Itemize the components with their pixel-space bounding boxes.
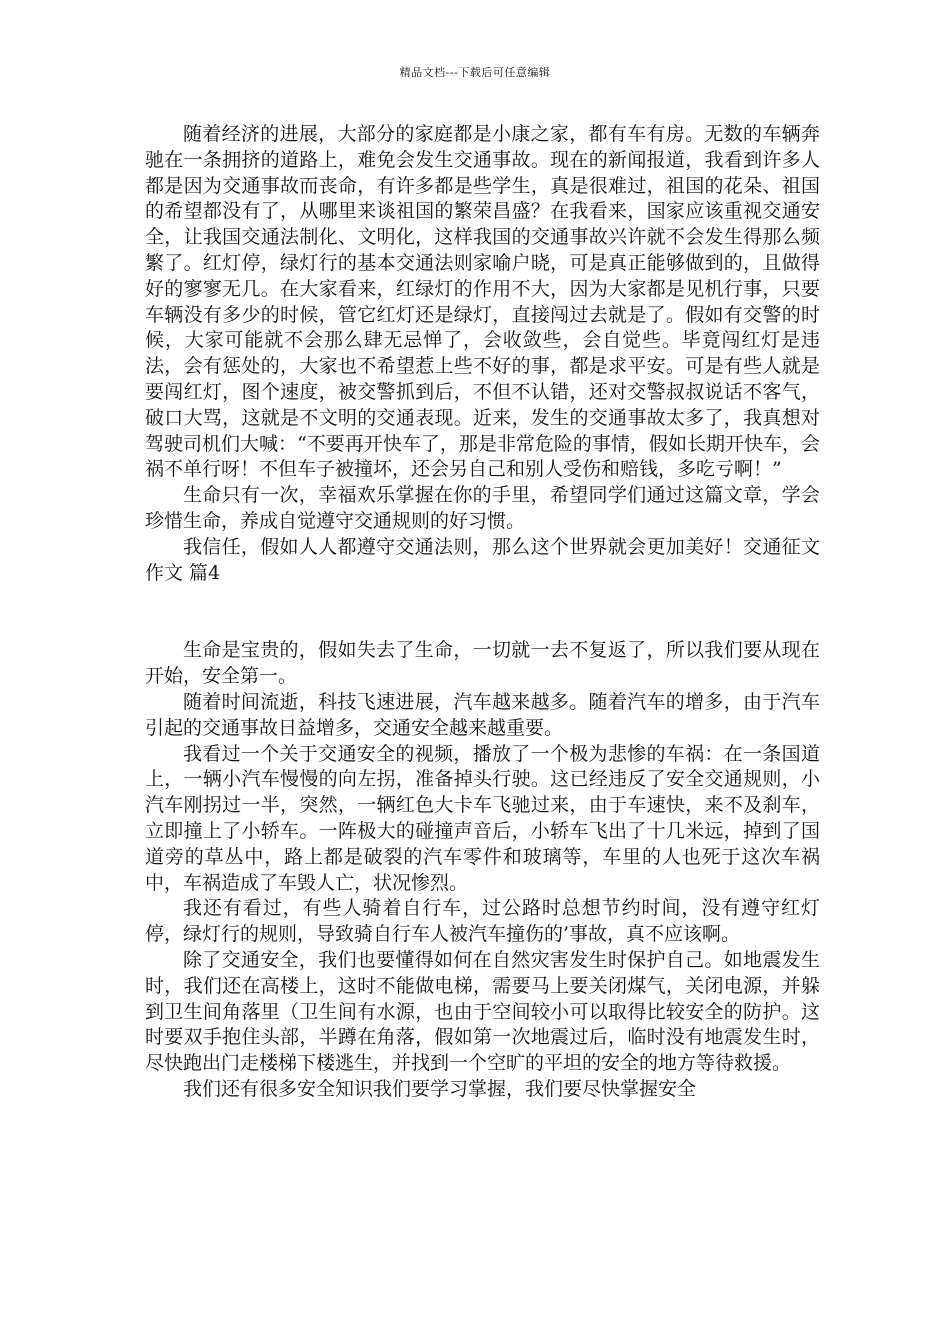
paragraph: 随着经济的进展，大部分的家庭都是小康之家，都有车有房。无数的车辆奔驰在一条拥挤的道路上，难免会发生交通事故。现在的新闻报道，我看到许多人都是因为交通事故而丧命，有许多都是些学生，真是很难过，祖国的花朵、祖国的希望都没有了，从哪里来谈祖国的繁荣昌盛？在我看来，国家应该重视交通安全，让我国交通法制化、文明化，这样我国的交通事故兴许就不会发生得那么频繁了。红灯停，绿灯行的基本交通法则家喻户晓，可是真正能够做到的，且做得好的寥寥无几。在大家看来，红绿灯的作用不大，因为大家都是见机行事，只要车辆没有多少的时候，管它红灯还是绿灯，直接闯过去就是了。假如有交警的时候，大家可能就不会那么肆无忌惮了，会收敛些，会自觉些。毕竟闯红灯是违法，会有惩处的，大家也不希望惹上些不好的事，都是求平安。可是有些人就是要闯红灯，图个速度，被交警抓到后，不但不认错，还对交警叔叔说话不客气，破口大骂，这就是不文明的交通表现。近来，发生的交通事故太多了，我真想对驾驶司机们大喊：“不要再开快车了，那是非常危险的事情，假如长期开快车，会祸不单行呀！不但车子被撞坏，还会另自己和别人受伤和赔钱，多吃亏啊！”	[145, 123, 820, 481]
document-body	[145, 122, 820, 1103]
paragraph: 除了交通安全，我们也要懂得如何在自然灾害发生时保护自己。如地震发生时，我们还在高楼上，这时不能做电梯，需要马上要关闭煤气，关闭电源，并躲到卫生间角落里（卫生间有水源，也由于空间较小可以取得比较安全的防护。这时要双手抱住头部，半蹲在角落，假如第一次地震过后，临时没有地震发生时，尽快跑出门走楼梯下楼逃生，并找到一个空旷的平坦的安全的地方等待救援。	[145, 948, 820, 1075]
paragraph: 我信任，假如人人都遵守交通法则，那么这个世界就会更加美好！交通征文作文 篇4	[145, 535, 820, 584]
paragraph: 生命只有一次，幸福欢乐掌握在你的手里，希望同学们通过这篇文章，学会珍惜生命，养成自觉遵守交通规则的好习惯。	[145, 484, 820, 532]
page-header: 精品文档---下载后可任意编辑	[399, 66, 551, 79]
section-gap	[145, 586, 820, 638]
paragraph: 我还有看过，有些人骑着自行车，过公路时总想节约时间，没有遵守红灯停，绿灯行的规则，导致骑自行车人被汽车撞伤的’事故，真不应该啊。	[145, 897, 820, 946]
paragraph: 随着时间流逝，科技飞速进展，汽车越来越多。随着汽车的增多，由于汽车引起的交通事故日益增多，交通安全越来越重要。	[145, 690, 820, 739]
paragraph: 我们还有很多安全知识我们要学习掌握，我们要尽快掌握安全	[183, 1077, 697, 1100]
paragraph: 我看过一个关于交通安全的视频，播放了一个极为悲惨的车祸：在一条国道上，一辆小汽车慢慢的向左拐，准备掉头行驶。这已经违反了安全交通规则，小汽车刚拐过一半，突然，一辆红色大卡车飞驰过来，由于车速快，来不及刹车，立即撞上了小轿车。一阵极大的碰撞声音后，小轿车飞出了十几米远，掉到了国道旁的草丛中，路上都是破裂的汽车零件和玻璃等，车里的人也死于这次车祸中，车祸造成了车毁人亡，状况惨烈。	[145, 742, 820, 894]
paragraph: 生命是宝贵的，假如失去了生命，一切就一去不复返了，所以我们要从现在开始，安全第一。	[145, 639, 820, 688]
